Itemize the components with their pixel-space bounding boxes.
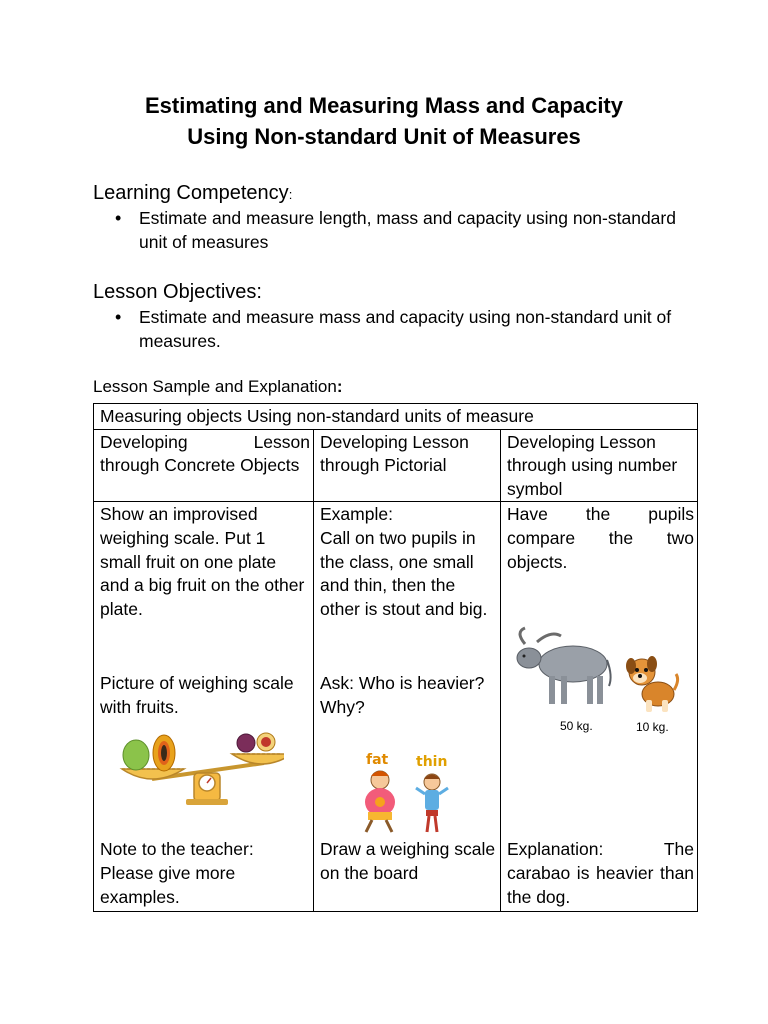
header-pictorial: Developing Lesson through Pictorial xyxy=(314,429,501,502)
lesson-objectives-heading: Lesson Objectives: xyxy=(93,281,262,303)
title-line-1: Estimating and Measuring Mass and Capacity xyxy=(144,93,623,118)
learning-competency-list xyxy=(115,206,695,254)
ask-question: Ask: Who is heavier? xyxy=(320,673,485,694)
lesson-sample-label xyxy=(93,375,343,399)
example-text: Call on two pupils in the class, one small and thin, then the other is stout and big. xyxy=(320,527,488,619)
dog-weight: 10 kg. xyxy=(636,720,669,735)
learning-competency-label: Learning Competency xyxy=(93,182,289,204)
picture-caption: Picture of weighing scale with fruits. xyxy=(100,673,294,717)
cell-concrete xyxy=(94,502,314,912)
thin-label: thin xyxy=(416,754,448,771)
lesson-objectives-item: • Estimate and measure mass and capacity using non-standard unit of measures. xyxy=(115,305,695,353)
lesson-sample-text: Lesson Sample and Explanation xyxy=(93,377,337,396)
compare-intro: Have the pupils compare the two objects. xyxy=(507,504,695,572)
ask-block xyxy=(320,672,497,719)
example-label: Example: xyxy=(320,504,393,525)
explanation-text: Explanation: The carabao is heavier than the dog. xyxy=(507,839,695,907)
teacher-note: Note to the teacher: Please give more examples. xyxy=(100,839,254,907)
learning-competency-heading xyxy=(93,180,292,208)
document-title xyxy=(0,90,768,152)
why-question: Why? xyxy=(320,696,365,717)
fat-thin-kids-image xyxy=(354,750,464,835)
title-line-2: Using Non-standard Unit of Measures xyxy=(187,124,581,149)
cell-pictorial xyxy=(314,502,501,912)
draw-instruction: Draw a weighing scale on the board xyxy=(320,839,496,883)
concrete-intro: Show an improvised weighing scale. Put 1 small fruit on one plate and a big fruit on the other plate. xyxy=(100,504,305,619)
learning-competency-colon: : xyxy=(288,187,293,202)
weighing-scale-fruits-image xyxy=(114,727,284,807)
table-caption: Measuring objects Using non-standard units of measure xyxy=(94,404,698,430)
dog-image xyxy=(624,652,682,714)
learning-competency-item: • Estimate and measure length, mass and capacity using non-standard unit of measures xyxy=(115,206,695,254)
header-number-symbol: Developing Lesson through using number symbol xyxy=(501,429,698,502)
fat-label: fat xyxy=(366,752,389,769)
lesson-sample-colon: : xyxy=(336,377,343,396)
header-concrete: Developing Lesson through Concrete Objects xyxy=(94,429,314,502)
carabao-weight: 50 kg. xyxy=(560,719,593,734)
carabao-image xyxy=(511,626,616,711)
lesson-table xyxy=(93,403,698,912)
lesson-objectives-list xyxy=(115,305,695,353)
cell-number-symbol xyxy=(501,502,698,912)
